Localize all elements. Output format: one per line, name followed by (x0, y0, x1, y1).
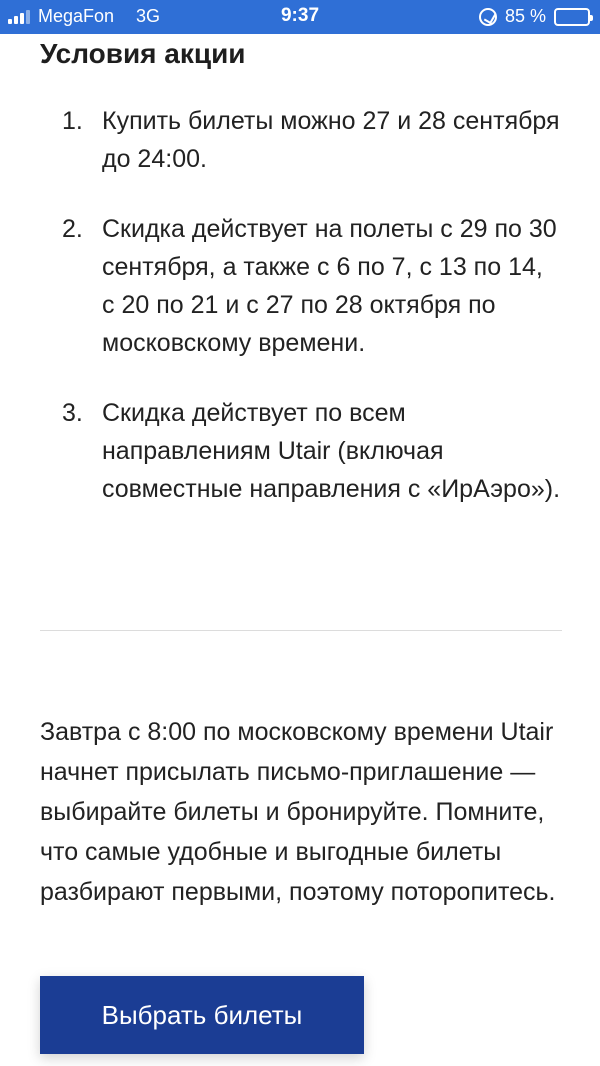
orientation-lock-icon (479, 8, 497, 26)
status-time: 9:37 (280, 5, 320, 26)
list-item-number: 2. (62, 215, 83, 243)
list-item (62, 210, 562, 362)
list-item-text: Скидка действует по всем направлениям Utair (включая совместные направления с «ИрАэро»). (102, 399, 561, 503)
list-item-text: Купить билеты можно 27 и 28 сентября до 24:00. (102, 107, 560, 173)
list-item (62, 394, 562, 508)
terms-list (62, 102, 562, 540)
info-paragraph: Завтра с 8:00 по московскому времени Utair начнет присылать письмо-приглашение — выбирайте билеты и бронируйте. Помните, что самые удобные и выгодные билеты разбирают первыми, поэтому поторопитесь. (40, 718, 556, 906)
section-title: Условия акции (40, 38, 246, 69)
network-type: 3G (136, 6, 161, 26)
status-bar-left (8, 6, 160, 27)
status-bar-right (479, 6, 590, 27)
choose-tickets-button[interactable]: Выбрать билеты (40, 976, 364, 1054)
signal-icon (8, 10, 30, 24)
battery-icon (554, 8, 590, 26)
list-item (62, 102, 562, 178)
divider (40, 630, 562, 631)
carrier-name: MegaFon (38, 6, 115, 26)
list-item-number: 1. (62, 107, 83, 135)
battery-percent: 85 % (504, 6, 546, 26)
list-item-text: Скидка действует на полеты с 29 по 30 сентября, а также с 6 по 7, с 13 по 14, с 20 по 21 и с 27 по 28 октября по московскому времени. (102, 215, 557, 357)
status-bar (0, 0, 600, 34)
list-item-number: 3. (62, 399, 83, 427)
